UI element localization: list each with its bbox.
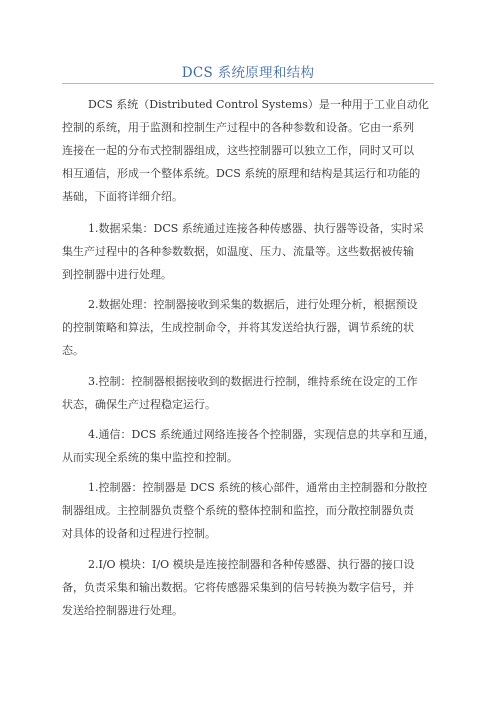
paragraph-communication: [62, 423, 442, 469]
paragraph-line: 基础，下面将详细介绍。: [62, 190, 183, 203]
page-title: DCS 系统原理和结构: [181, 65, 315, 81]
paragraph-line: 到控制器中进行处理。: [62, 268, 172, 281]
paragraph-io-module: [62, 553, 442, 622]
paragraph-data-processing: [62, 293, 442, 362]
paragraph-line: 连接在一起的分布式控制器组成，这些控制器可以独立工作，同时又可以: [62, 144, 414, 157]
title-divider: [62, 83, 434, 84]
paragraph-line: 的控制策略和算法，生成控制命令，并将其发送给执行器，调节系统的状: [62, 321, 414, 334]
paragraph-line: 制器组成。主控制器负责整个系统的整体控制和监控，而分散控制器负责: [62, 504, 414, 517]
paragraph-line: 集生产过程中的各种参数数据，如温度、压力、流量等。这些数据被传输: [62, 245, 414, 258]
paragraph-line: 发送给控制器进行处理。: [62, 604, 183, 617]
paragraph-line: 备，负责采集和输出数据。它将传感器采集到的信号转换为数字信号，并: [62, 581, 414, 594]
paragraph-line: 4.通信：DCS 系统通过网络连接各个控制器，实现信息的共享和互通，: [88, 428, 435, 441]
paragraph-line: 2.I/O 模块：I/O 模块是连接控制器和各种传感器、执行器的接口设: [88, 558, 415, 571]
paragraph-line: 相互通信，形成一个整体系统。DCS 系统的原理和结构是其运行和功能的: [62, 167, 421, 180]
paragraph-line: 从而实现全系统的集中监控和控制。: [62, 451, 238, 464]
paragraph-control: [62, 370, 442, 416]
paragraph-line: 1.数据采集：DCS 系统通过连接各种传感器、执行器等设备，实时采: [88, 222, 424, 235]
paragraph-line: 3.控制：控制器根据接收到的数据进行控制，维持系统在设定的工作: [88, 375, 418, 388]
paragraph-line: DCS 系统（Distributed Control Systems）是一种用于工业自动化: [88, 98, 429, 111]
paragraph-data-acquisition: [62, 217, 442, 286]
paragraph-line: 状态，确保生产过程稳定运行。: [62, 398, 216, 411]
paragraph-line: 控制的系统，用于监测和控制生产过程中的各种参数和设备。它由一系列: [62, 121, 414, 134]
paragraph-line: 2.数据处理：控制器接收到采集的数据后，进行处理分析，根据预设: [88, 298, 418, 311]
paragraph-controller: [62, 476, 442, 545]
paragraph-line: 1.控制器：控制器是 DCS 系统的核心部件，通常由主控制器和分散控: [88, 481, 428, 494]
paragraph-line: 态。: [62, 344, 84, 357]
paragraph-intro: [62, 93, 442, 208]
paragraph-line: 对具体的设备和过程进行控制。: [62, 527, 216, 540]
